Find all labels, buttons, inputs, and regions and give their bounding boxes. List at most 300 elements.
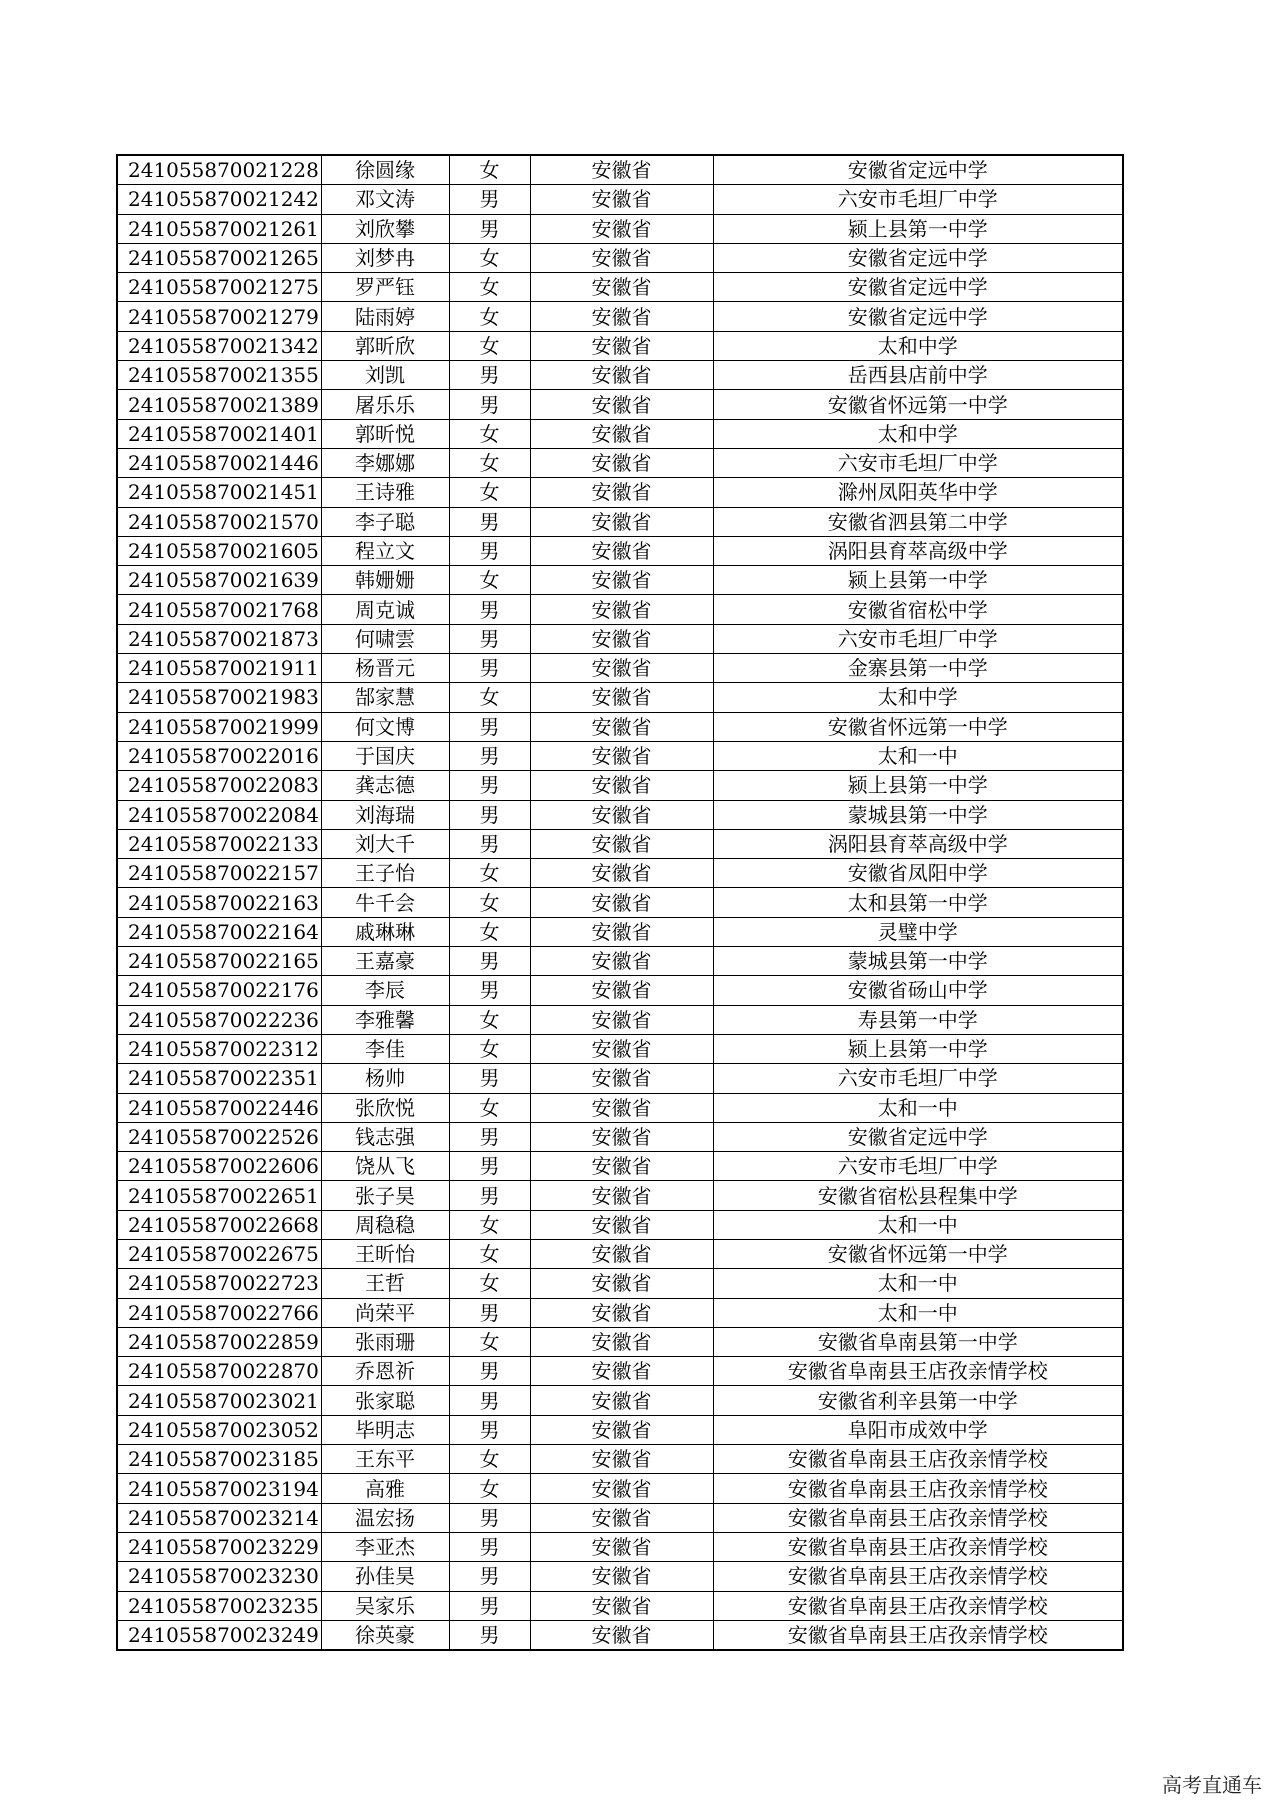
province-cell: 安徽省	[530, 1239, 713, 1268]
school-cell: 太和中学	[713, 419, 1123, 448]
school-cell: 安徽省泗县第二中学	[713, 507, 1123, 536]
exam-id-cell: 241055870021768	[117, 595, 321, 624]
province-cell: 安徽省	[530, 947, 713, 976]
name-cell: 张家聪	[321, 1386, 449, 1415]
gender-cell: 男	[449, 1620, 530, 1650]
gender-cell: 男	[449, 1415, 530, 1444]
province-cell: 安徽省	[530, 829, 713, 858]
exam-id-cell: 241055870022651	[117, 1181, 321, 1210]
name-cell: 刘凯	[321, 361, 449, 390]
province-cell: 安徽省	[530, 566, 713, 595]
table-row	[117, 771, 1123, 800]
exam-id-cell: 241055870022766	[117, 1298, 321, 1327]
province-cell: 安徽省	[530, 1064, 713, 1093]
exam-id-cell: 241055870022084	[117, 800, 321, 829]
exam-id-cell: 241055870021873	[117, 624, 321, 653]
school-cell: 安徽省定远中学	[713, 155, 1123, 185]
school-cell: 安徽省阜南县王店孜亲情学校	[713, 1562, 1123, 1591]
gender-cell: 男	[449, 829, 530, 858]
table-row	[117, 1620, 1123, 1650]
table-row	[117, 917, 1123, 946]
gender-cell: 男	[449, 536, 530, 565]
school-cell: 颍上县第一中学	[713, 1034, 1123, 1063]
gender-cell: 男	[449, 1532, 530, 1561]
name-cell: 龚志德	[321, 771, 449, 800]
province-cell: 安徽省	[530, 1269, 713, 1298]
gender-cell: 男	[449, 1152, 530, 1181]
school-cell: 六安市毛坦厂中学	[713, 185, 1123, 214]
table-row	[117, 536, 1123, 565]
gender-cell: 女	[449, 566, 530, 595]
name-cell: 李佳	[321, 1034, 449, 1063]
gender-cell: 女	[449, 1034, 530, 1063]
gender-cell: 女	[449, 1327, 530, 1356]
province-cell: 安徽省	[530, 507, 713, 536]
exam-id-cell: 241055870022236	[117, 1005, 321, 1034]
table-row	[117, 185, 1123, 214]
gender-cell: 男	[449, 654, 530, 683]
school-cell: 安徽省定远中学	[713, 302, 1123, 331]
name-cell: 于国庆	[321, 741, 449, 770]
school-cell: 阜阳市成效中学	[713, 1415, 1123, 1444]
school-cell: 灵璧中学	[713, 917, 1123, 946]
school-cell: 金寨县第一中学	[713, 654, 1123, 683]
exam-id-cell: 241055870022870	[117, 1357, 321, 1386]
table-row	[117, 214, 1123, 243]
name-cell: 张雨珊	[321, 1327, 449, 1356]
school-cell: 涡阳县育萃高级中学	[713, 536, 1123, 565]
exam-id-cell: 241055870022176	[117, 976, 321, 1005]
school-cell: 涡阳县育萃高级中学	[713, 829, 1123, 858]
exam-id-cell: 241055870021983	[117, 683, 321, 712]
school-cell: 寿县第一中学	[713, 1005, 1123, 1034]
school-cell: 太和中学	[713, 683, 1123, 712]
gender-cell: 男	[449, 976, 530, 1005]
province-cell: 安徽省	[530, 800, 713, 829]
exam-id-cell: 241055870021999	[117, 712, 321, 741]
name-cell: 何啸雲	[321, 624, 449, 653]
table-row	[117, 243, 1123, 272]
province-cell: 安徽省	[530, 1415, 713, 1444]
table-row	[117, 683, 1123, 712]
school-cell: 六安市毛坦厂中学	[713, 1064, 1123, 1093]
name-cell: 李子聪	[321, 507, 449, 536]
table-row	[117, 1005, 1123, 1034]
school-cell: 安徽省怀远第一中学	[713, 1239, 1123, 1268]
exam-id-cell: 241055870022157	[117, 859, 321, 888]
table-row	[117, 1269, 1123, 1298]
table-row	[117, 976, 1123, 1005]
gender-cell: 男	[449, 1298, 530, 1327]
province-cell: 安徽省	[530, 243, 713, 272]
gender-cell: 男	[449, 1386, 530, 1415]
school-cell: 安徽省凤阳中学	[713, 859, 1123, 888]
gender-cell: 女	[449, 1445, 530, 1474]
exam-id-cell: 241055870022606	[117, 1152, 321, 1181]
exam-id-cell: 241055870023185	[117, 1445, 321, 1474]
name-cell: 王昕怡	[321, 1239, 449, 1268]
province-cell: 安徽省	[530, 771, 713, 800]
gender-cell: 男	[449, 712, 530, 741]
table-row	[117, 1503, 1123, 1532]
exam-id-cell: 241055870021639	[117, 566, 321, 595]
exam-id-cell: 241055870021355	[117, 361, 321, 390]
name-cell: 杨帅	[321, 1064, 449, 1093]
school-cell: 安徽省定远中学	[713, 243, 1123, 272]
name-cell: 周稳稳	[321, 1210, 449, 1239]
school-cell: 滁州凤阳英华中学	[713, 478, 1123, 507]
gender-cell: 男	[449, 800, 530, 829]
exam-id-cell: 241055870021389	[117, 390, 321, 419]
gender-cell: 女	[449, 888, 530, 917]
table-row	[117, 654, 1123, 683]
table-row	[117, 390, 1123, 419]
table-row	[117, 1093, 1123, 1122]
name-cell: 邓文涛	[321, 185, 449, 214]
name-cell: 张子昊	[321, 1181, 449, 1210]
name-cell: 高雅	[321, 1474, 449, 1503]
province-cell: 安徽省	[530, 1093, 713, 1122]
school-cell: 太和一中	[713, 1298, 1123, 1327]
gender-cell: 男	[449, 390, 530, 419]
name-cell: 乔恩祈	[321, 1357, 449, 1386]
exam-id-cell: 241055870021279	[117, 302, 321, 331]
province-cell: 安徽省	[530, 1034, 713, 1063]
province-cell: 安徽省	[530, 888, 713, 917]
name-cell: 屠乐乐	[321, 390, 449, 419]
school-cell: 六安市毛坦厂中学	[713, 1152, 1123, 1181]
province-cell: 安徽省	[530, 1474, 713, 1503]
province-cell: 安徽省	[530, 536, 713, 565]
province-cell: 安徽省	[530, 1532, 713, 1561]
name-cell: 李雅馨	[321, 1005, 449, 1034]
school-cell: 安徽省利辛县第一中学	[713, 1386, 1123, 1415]
gender-cell: 女	[449, 448, 530, 477]
exam-id-cell: 241055870023194	[117, 1474, 321, 1503]
name-cell: 徐英豪	[321, 1620, 449, 1650]
name-cell: 王子怡	[321, 859, 449, 888]
province-cell: 安徽省	[530, 1503, 713, 1532]
name-cell: 王诗雅	[321, 478, 449, 507]
table-row	[117, 1327, 1123, 1356]
exam-id-cell: 241055870022133	[117, 829, 321, 858]
table-row	[117, 1357, 1123, 1386]
table-row	[117, 1152, 1123, 1181]
table-row	[117, 566, 1123, 595]
gender-cell: 男	[449, 1591, 530, 1620]
exam-id-cell: 241055870022016	[117, 741, 321, 770]
exam-id-cell: 241055870021401	[117, 419, 321, 448]
exam-id-cell: 241055870021446	[117, 448, 321, 477]
gender-cell: 男	[449, 185, 530, 214]
exam-id-cell: 241055870022164	[117, 917, 321, 946]
name-cell: 郜家慧	[321, 683, 449, 712]
exam-id-cell: 241055870022526	[117, 1122, 321, 1151]
province-cell: 安徽省	[530, 1152, 713, 1181]
school-cell: 安徽省阜南县王店孜亲情学校	[713, 1620, 1123, 1650]
school-cell: 安徽省阜南县王店孜亲情学校	[713, 1445, 1123, 1474]
province-cell: 安徽省	[530, 654, 713, 683]
school-cell: 太和一中	[713, 1269, 1123, 1298]
name-cell: 温宏扬	[321, 1503, 449, 1532]
province-cell: 安徽省	[530, 273, 713, 302]
name-cell: 吴家乐	[321, 1591, 449, 1620]
name-cell: 罗严钰	[321, 273, 449, 302]
watermark-text: 高考直通车	[1162, 1773, 1262, 1797]
table-row	[117, 1122, 1123, 1151]
name-cell: 张欣悦	[321, 1093, 449, 1122]
school-cell: 太和一中	[713, 1093, 1123, 1122]
name-cell: 韩姗姗	[321, 566, 449, 595]
exam-id-cell: 241055870023214	[117, 1503, 321, 1532]
table-row	[117, 507, 1123, 536]
school-cell: 蒙城县第一中学	[713, 947, 1123, 976]
province-cell: 安徽省	[530, 741, 713, 770]
province-cell: 安徽省	[530, 1327, 713, 1356]
name-cell: 钱志强	[321, 1122, 449, 1151]
school-cell: 太和县第一中学	[713, 888, 1123, 917]
student-roster-table	[116, 154, 1124, 1651]
province-cell: 安徽省	[530, 683, 713, 712]
table-row	[117, 448, 1123, 477]
exam-id-cell: 241055870023249	[117, 1620, 321, 1650]
name-cell: 陆雨婷	[321, 302, 449, 331]
exam-id-cell: 241055870022859	[117, 1327, 321, 1356]
name-cell: 李辰	[321, 976, 449, 1005]
gender-cell: 男	[449, 1562, 530, 1591]
exam-id-cell: 241055870022668	[117, 1210, 321, 1239]
school-cell: 太和一中	[713, 741, 1123, 770]
school-cell: 太和中学	[713, 331, 1123, 360]
exam-id-cell: 241055870022446	[117, 1093, 321, 1122]
school-cell: 安徽省宿松中学	[713, 595, 1123, 624]
table-row	[117, 595, 1123, 624]
name-cell: 刘欣攀	[321, 214, 449, 243]
province-cell: 安徽省	[530, 214, 713, 243]
school-cell: 六安市毛坦厂中学	[713, 624, 1123, 653]
table-row	[117, 302, 1123, 331]
school-cell: 岳西县店前中学	[713, 361, 1123, 390]
gender-cell: 女	[449, 1474, 530, 1503]
name-cell: 李娜娜	[321, 448, 449, 477]
gender-cell: 女	[449, 859, 530, 888]
exam-id-cell: 241055870021570	[117, 507, 321, 536]
school-cell: 安徽省阜南县王店孜亲情学校	[713, 1532, 1123, 1561]
exam-id-cell: 241055870023229	[117, 1532, 321, 1561]
gender-cell: 女	[449, 1093, 530, 1122]
exam-id-cell: 241055870022163	[117, 888, 321, 917]
name-cell: 刘梦冉	[321, 243, 449, 272]
province-cell: 安徽省	[530, 155, 713, 185]
school-cell: 安徽省怀远第一中学	[713, 712, 1123, 741]
name-cell: 尚荣平	[321, 1298, 449, 1327]
table-row	[117, 361, 1123, 390]
gender-cell: 女	[449, 1269, 530, 1298]
province-cell: 安徽省	[530, 331, 713, 360]
table-row	[117, 829, 1123, 858]
gender-cell: 女	[449, 302, 530, 331]
roster-body	[117, 155, 1123, 1650]
gender-cell: 女	[449, 419, 530, 448]
gender-cell: 男	[449, 741, 530, 770]
province-cell: 安徽省	[530, 1181, 713, 1210]
gender-cell: 男	[449, 624, 530, 653]
province-cell: 安徽省	[530, 712, 713, 741]
gender-cell: 男	[449, 1122, 530, 1151]
name-cell: 戚琳琳	[321, 917, 449, 946]
gender-cell: 女	[449, 683, 530, 712]
name-cell: 王哲	[321, 1269, 449, 1298]
province-cell: 安徽省	[530, 859, 713, 888]
province-cell: 安徽省	[530, 185, 713, 214]
province-cell: 安徽省	[530, 595, 713, 624]
table-row	[117, 624, 1123, 653]
province-cell: 安徽省	[530, 1357, 713, 1386]
exam-id-cell: 241055870021911	[117, 654, 321, 683]
table-row	[117, 859, 1123, 888]
province-cell: 安徽省	[530, 1298, 713, 1327]
exam-id-cell: 241055870022083	[117, 771, 321, 800]
gender-cell: 男	[449, 947, 530, 976]
province-cell: 安徽省	[530, 478, 713, 507]
school-cell: 颍上县第一中学	[713, 566, 1123, 595]
gender-cell: 女	[449, 1005, 530, 1034]
table-row	[117, 1034, 1123, 1063]
province-cell: 安徽省	[530, 1386, 713, 1415]
gender-cell: 女	[449, 917, 530, 946]
school-cell: 颍上县第一中学	[713, 214, 1123, 243]
table-row	[117, 800, 1123, 829]
table-row	[117, 155, 1123, 185]
gender-cell: 女	[449, 1210, 530, 1239]
table-row	[117, 1562, 1123, 1591]
school-cell: 安徽省阜南县第一中学	[713, 1327, 1123, 1356]
exam-id-cell: 241055870021228	[117, 155, 321, 185]
table-row	[117, 1181, 1123, 1210]
province-cell: 安徽省	[530, 302, 713, 331]
table-row	[117, 1445, 1123, 1474]
exam-id-cell: 241055870022165	[117, 947, 321, 976]
name-cell: 郭昕悦	[321, 419, 449, 448]
exam-id-cell: 241055870022675	[117, 1239, 321, 1268]
gender-cell: 男	[449, 1181, 530, 1210]
school-cell: 太和一中	[713, 1210, 1123, 1239]
table-row	[117, 1415, 1123, 1444]
name-cell: 程立文	[321, 536, 449, 565]
gender-cell: 女	[449, 243, 530, 272]
gender-cell: 男	[449, 1064, 530, 1093]
gender-cell: 女	[449, 155, 530, 185]
gender-cell: 男	[449, 507, 530, 536]
gender-cell: 男	[449, 1357, 530, 1386]
name-cell: 牛千会	[321, 888, 449, 917]
table-row	[117, 1532, 1123, 1561]
school-cell: 安徽省宿松县程集中学	[713, 1181, 1123, 1210]
province-cell: 安徽省	[530, 419, 713, 448]
province-cell: 安徽省	[530, 1445, 713, 1474]
province-cell: 安徽省	[530, 1122, 713, 1151]
exam-id-cell: 241055870023230	[117, 1562, 321, 1591]
name-cell: 王东平	[321, 1445, 449, 1474]
table-row	[117, 1239, 1123, 1268]
exam-id-cell: 241055870022723	[117, 1269, 321, 1298]
name-cell: 周克诚	[321, 595, 449, 624]
school-cell: 安徽省阜南县王店孜亲情学校	[713, 1474, 1123, 1503]
name-cell: 郭昕欣	[321, 331, 449, 360]
table-row	[117, 1064, 1123, 1093]
school-cell: 蒙城县第一中学	[713, 800, 1123, 829]
gender-cell: 男	[449, 214, 530, 243]
school-cell: 安徽省怀远第一中学	[713, 390, 1123, 419]
school-cell: 安徽省阜南县王店孜亲情学校	[713, 1503, 1123, 1532]
exam-id-cell: 241055870021242	[117, 185, 321, 214]
exam-id-cell: 241055870023235	[117, 1591, 321, 1620]
school-cell: 安徽省阜南县王店孜亲情学校	[713, 1357, 1123, 1386]
province-cell: 安徽省	[530, 361, 713, 390]
school-cell: 安徽省阜南县王店孜亲情学校	[713, 1591, 1123, 1620]
table-row	[117, 1386, 1123, 1415]
school-cell: 安徽省定远中学	[713, 1122, 1123, 1151]
exam-id-cell: 241055870021342	[117, 331, 321, 360]
name-cell: 杨晋元	[321, 654, 449, 683]
exam-id-cell: 241055870021261	[117, 214, 321, 243]
table-row	[117, 888, 1123, 917]
gender-cell: 男	[449, 771, 530, 800]
gender-cell: 女	[449, 273, 530, 302]
gender-cell: 女	[449, 478, 530, 507]
province-cell: 安徽省	[530, 976, 713, 1005]
school-cell: 安徽省定远中学	[713, 273, 1123, 302]
table-row	[117, 947, 1123, 976]
name-cell: 孙佳昊	[321, 1562, 449, 1591]
table-row	[117, 419, 1123, 448]
name-cell: 李亚杰	[321, 1532, 449, 1561]
exam-id-cell: 241055870022312	[117, 1034, 321, 1063]
gender-cell: 女	[449, 1239, 530, 1268]
exam-id-cell: 241055870023021	[117, 1386, 321, 1415]
school-cell: 安徽省砀山中学	[713, 976, 1123, 1005]
name-cell: 饶从飞	[321, 1152, 449, 1181]
table-row	[117, 1474, 1123, 1503]
exam-id-cell: 241055870021605	[117, 536, 321, 565]
exam-id-cell: 241055870022351	[117, 1064, 321, 1093]
gender-cell: 女	[449, 331, 530, 360]
province-cell: 安徽省	[530, 917, 713, 946]
province-cell: 安徽省	[530, 1591, 713, 1620]
table-row	[117, 741, 1123, 770]
exam-id-cell: 241055870021275	[117, 273, 321, 302]
table-row	[117, 1210, 1123, 1239]
exam-id-cell: 241055870021265	[117, 243, 321, 272]
gender-cell: 男	[449, 361, 530, 390]
province-cell: 安徽省	[530, 390, 713, 419]
table-row	[117, 1298, 1123, 1327]
province-cell: 安徽省	[530, 1562, 713, 1591]
province-cell: 安徽省	[530, 1620, 713, 1650]
name-cell: 毕明志	[321, 1415, 449, 1444]
exam-id-cell: 241055870023052	[117, 1415, 321, 1444]
province-cell: 安徽省	[530, 448, 713, 477]
table-row	[117, 273, 1123, 302]
table-row	[117, 331, 1123, 360]
exam-id-cell: 241055870021451	[117, 478, 321, 507]
name-cell: 徐圆缘	[321, 155, 449, 185]
table-row	[117, 712, 1123, 741]
name-cell: 刘大千	[321, 829, 449, 858]
gender-cell: 男	[449, 595, 530, 624]
name-cell: 王嘉豪	[321, 947, 449, 976]
name-cell: 刘海瑞	[321, 800, 449, 829]
